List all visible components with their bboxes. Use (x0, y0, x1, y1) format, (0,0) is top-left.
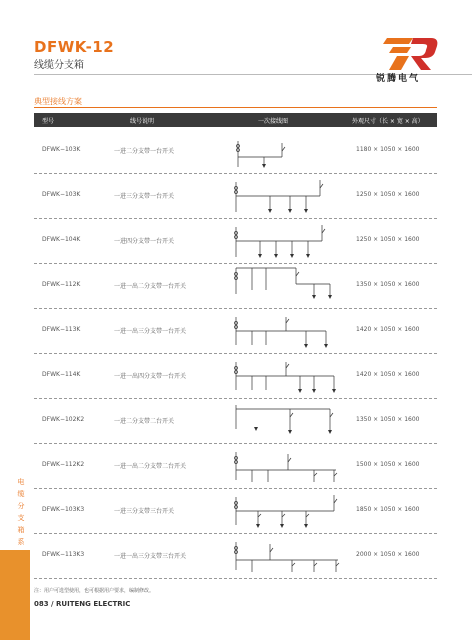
row-model: DFWK−113K (42, 326, 81, 333)
row-dimensions: 1500 × 1050 × 1600 (356, 461, 420, 468)
rt-logo-icon (383, 32, 439, 74)
row-dimensions: 1250 × 1050 × 1600 (356, 236, 420, 243)
column-header-description: 线号说明 (130, 118, 155, 125)
row-dimensions: 1420 × 1050 × 1600 (356, 371, 420, 378)
table-row (34, 264, 437, 309)
table-row (34, 444, 437, 489)
table-row (34, 219, 437, 264)
wiring-diagram (230, 444, 346, 489)
footnote: 注：用户可选型使用，也可根据用户要求，编制修改。 (34, 588, 155, 594)
row-description: 一进二分支带一台开关 (114, 148, 175, 155)
wiring-diagram (230, 264, 346, 309)
row-dimensions: 2000 × 1050 × 1600 (356, 551, 420, 558)
row-dimensions: 1250 × 1050 × 1600 (356, 191, 420, 198)
row-dimensions: 1350 × 1050 × 1600 (356, 281, 420, 288)
row-description: 一进三分支带一台开关 (114, 193, 175, 200)
table-row (34, 534, 437, 579)
row-description: 一进一出二分支带一台开关 (114, 283, 187, 290)
row-divider (34, 578, 437, 579)
row-model: DFWK−103K (42, 146, 81, 153)
row-dimensions: 1180 × 1050 × 1600 (356, 146, 420, 153)
row-dimensions: 1350 × 1050 × 1600 (356, 416, 420, 423)
table-row (34, 309, 437, 354)
column-header-model: 型号 (42, 118, 55, 125)
brand-name: 锐腾电气 (376, 74, 421, 84)
row-description: 一进一出三分支带三台开关 (114, 553, 187, 560)
wiring-diagram (230, 174, 346, 219)
page-footer: 083 / RUITENG ELECTRIC (34, 600, 131, 608)
row-description: 一进一出二分支带二台开关 (114, 463, 187, 470)
wiring-diagram (230, 354, 346, 399)
table-row (34, 489, 437, 534)
table-row (34, 129, 437, 174)
row-model: DFWK−103K3 (42, 506, 85, 513)
row-dimensions: 1420 × 1050 × 1600 (356, 326, 420, 333)
page-subtitle: 线缆分支箱 (34, 60, 84, 71)
table-row (34, 399, 437, 444)
row-model: DFWK−113K3 (42, 551, 85, 558)
table-header (34, 113, 437, 127)
row-model: DFWK−103K (42, 191, 81, 198)
row-model: DFWK−102K2 (42, 416, 85, 423)
row-description: 一进一出四分支带一台开关 (114, 373, 187, 380)
page-title: DFWK-12 (34, 38, 115, 56)
wiring-diagram (230, 219, 346, 264)
wiring-diagram (230, 489, 346, 534)
row-description: 一进三分支带三台开关 (114, 508, 175, 515)
column-header-diagram: 一次接线图 (258, 118, 289, 125)
row-description: 一进二分支带二台开关 (114, 418, 175, 425)
row-description: 一进四分支带一台开关 (114, 238, 175, 245)
row-dimensions: 1850 × 1050 × 1600 (356, 506, 420, 513)
section-title: 典型接线方案 (34, 97, 82, 106)
row-description: 一进一出三分支带一台开关 (114, 328, 187, 335)
column-header-dimensions: 外观尺寸（长 × 宽 × 高） (352, 118, 424, 125)
wiring-diagram (230, 129, 346, 174)
wiring-diagram (230, 309, 346, 354)
wiring-diagram (230, 399, 346, 444)
row-model: DFWK−112K (42, 281, 81, 288)
row-model: DFWK−114K (42, 371, 81, 378)
side-series-label: 电缆分支箱系 (17, 478, 25, 546)
table-row (34, 354, 437, 399)
section-divider (34, 107, 437, 108)
wiring-diagram (230, 534, 346, 579)
row-model: DFWK−104K (42, 236, 81, 243)
row-model: DFWK−112K2 (42, 461, 85, 468)
table-row (34, 174, 437, 219)
side-accent-bar (0, 550, 30, 640)
